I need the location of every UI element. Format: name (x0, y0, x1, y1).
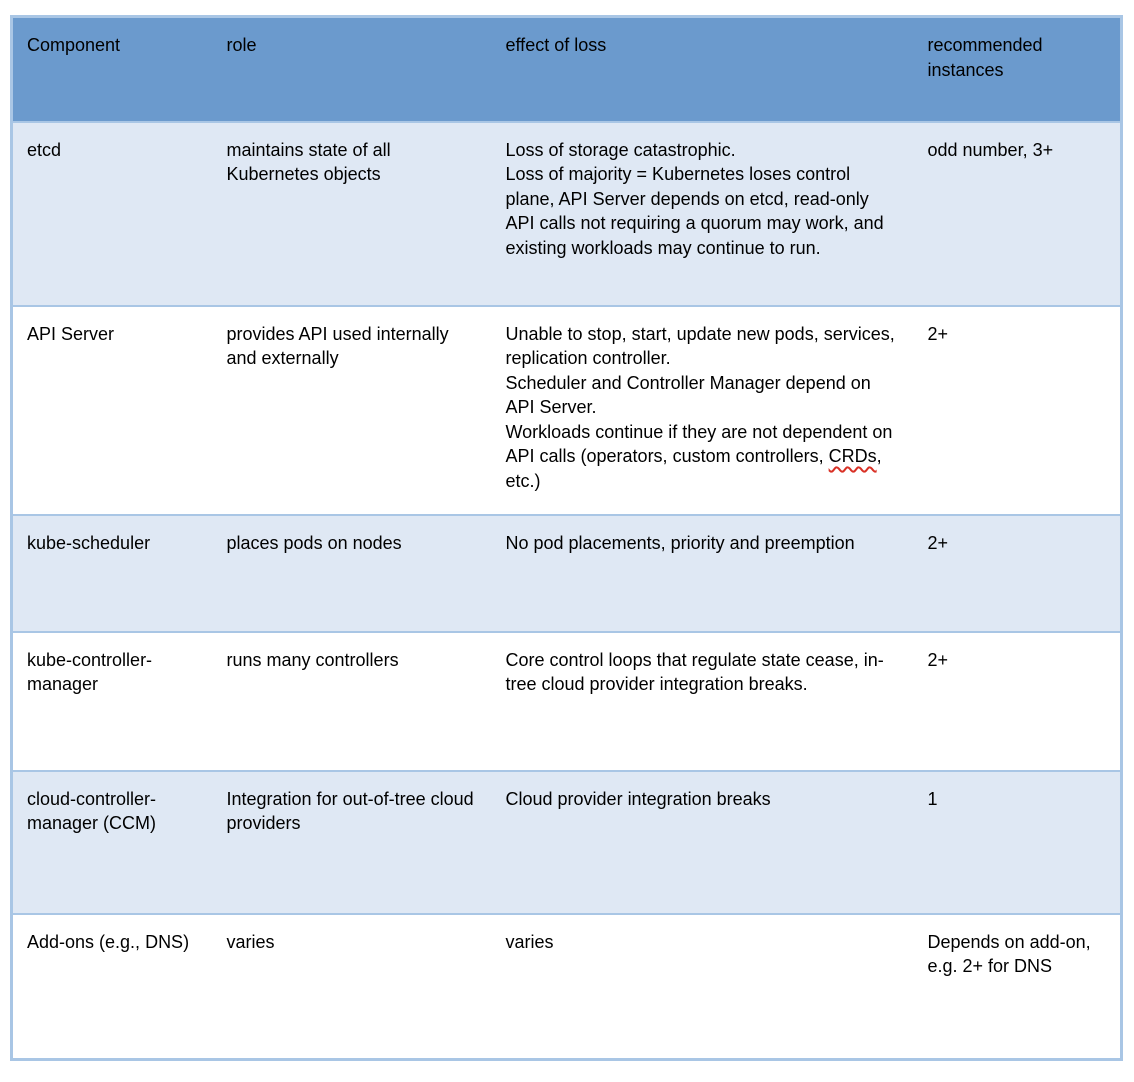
cell-component: etcd (12, 122, 213, 306)
cell-recommended-instances: 1 (914, 771, 1122, 914)
cell-recommended-instances: 2+ (914, 632, 1122, 771)
effect-line: Scheduler and Controller Manager depend on API Server. (505, 372, 871, 417)
column-header-component: Component (12, 17, 213, 122)
effect-line: Loss of majority = Kubernetes loses control plane, API Server depends on etcd, read-only API calls not requiring a quorum may work, and existing workloads may continue to run. (505, 164, 884, 258)
cell-recommended-instances: Depends on add-on, e.g. 2+ for DNS (914, 914, 1122, 1060)
header-row (12, 17, 1122, 122)
cell-recommended-instances: odd number, 3+ (914, 122, 1122, 306)
cell-component: kube-controller-manager (12, 632, 213, 771)
table-row (12, 914, 1122, 1060)
cell-role: Integration for out-of-tree cloud providers (213, 771, 492, 914)
table-row (12, 122, 1122, 306)
effect-line: Loss of storage catastrophic. (505, 139, 736, 160)
table-row (12, 515, 1122, 632)
cell-role: maintains state of all Kubernetes objects (213, 122, 492, 306)
cell-component: kube-scheduler (12, 515, 213, 632)
column-header-recommended-instances: recommended instances (914, 17, 1122, 122)
cell-recommended-instances: 2+ (914, 515, 1122, 632)
cell-component: API Server (12, 306, 213, 515)
cell-effect-of-loss (492, 515, 914, 632)
cell-role: provides API used internally and externally (213, 306, 492, 515)
effect-line: Workloads continue if they are not dependent on API calls (operators, custom controllers, CRDs, etc.) (505, 421, 893, 491)
cell-effect-of-loss (492, 632, 914, 771)
table-header (12, 17, 1122, 122)
cell-recommended-instances: 2+ (914, 306, 1122, 515)
table-row (12, 306, 1122, 515)
cell-effect-of-loss (492, 771, 914, 914)
cell-effect-of-loss (492, 306, 914, 515)
effect-line: Core control loops that regulate state cease, in-tree cloud provider integration breaks. (505, 649, 884, 694)
cell-effect-of-loss (492, 122, 914, 306)
column-header-effect-of-loss: effect of loss (492, 17, 914, 122)
cell-component: Add-ons (e.g., DNS) (12, 914, 213, 1060)
effect-line: No pod placements, priority and preemption (505, 532, 855, 553)
cell-role: places pods on nodes (213, 515, 492, 632)
components-table (10, 15, 1123, 1061)
effect-line: Cloud provider integration breaks (505, 788, 771, 809)
cell-component: cloud-controller-manager (CCM) (12, 771, 213, 914)
table-body (12, 122, 1122, 1060)
table-row (12, 632, 1122, 771)
cell-role: runs many controllers (213, 632, 492, 771)
effect-line: varies (505, 931, 554, 952)
misspelled-word: CRDs (828, 446, 877, 466)
table-row (12, 771, 1122, 914)
column-header-role: role (213, 17, 492, 122)
effect-line: Unable to stop, start, update new pods, services, replication controller. (505, 323, 895, 368)
cell-role: varies (213, 914, 492, 1060)
cell-effect-of-loss (492, 914, 914, 1060)
